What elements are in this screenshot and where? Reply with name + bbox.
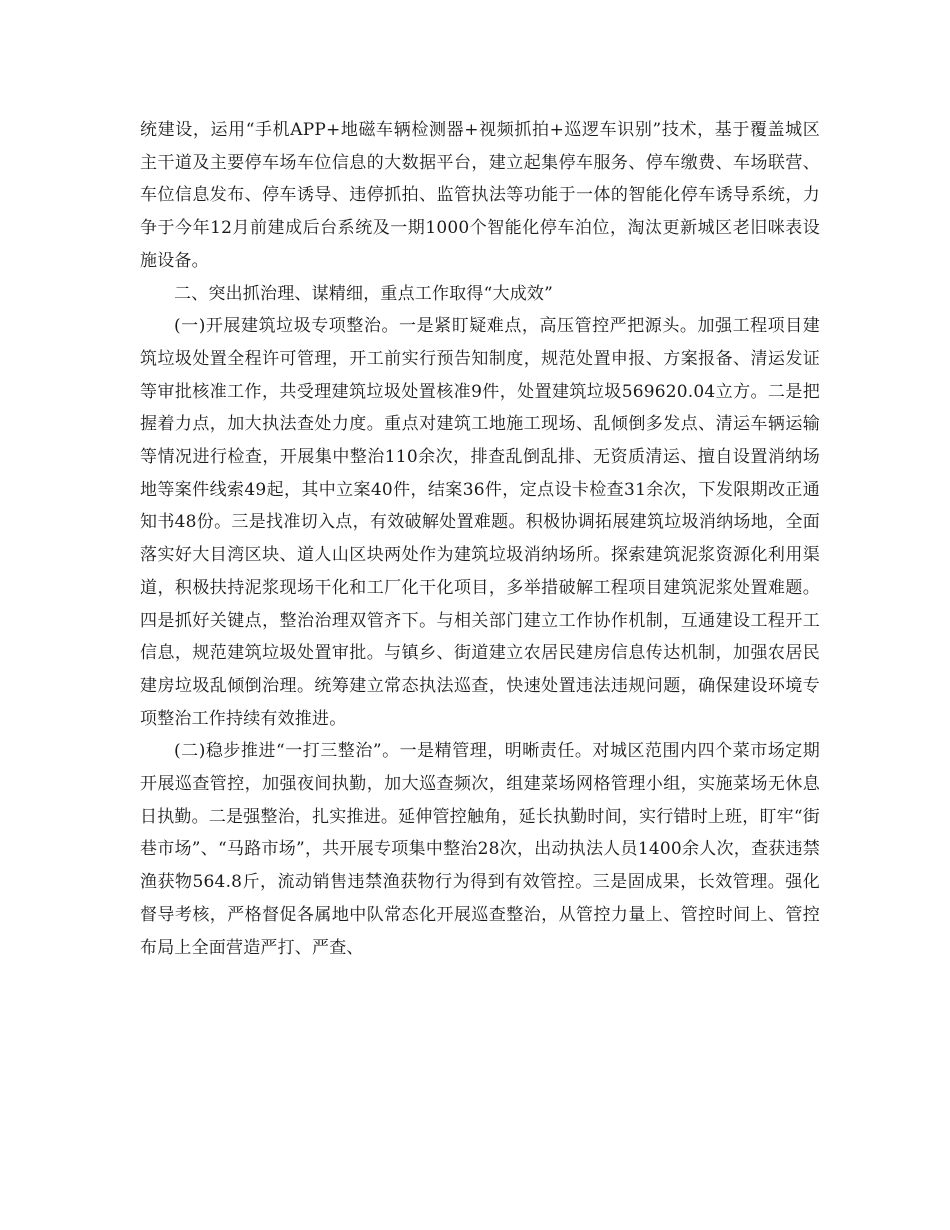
- document-body: [140, 114, 820, 964]
- paragraph-smart-parking: 统建设，运用“手机APP+地磁车辆检测器+视频抓拍+巡逻车识别”技术，基于覆盖城区主干道及主要停车场车位信息的大数据平台，建立起集停车服务、停车缴费、车场联营、车位信息发布、停车诱导、违停抓拍、监管执法等功能于一体的智能化停车诱导系统，力争于今年12月前建成后台系统及一期1000个智能化停车泊位，淘汰更新城区老旧咪表设施设备。: [140, 120, 820, 271]
- section-heading-key-work: 二、突出抓治理、谋精细，重点工作取得“大成效”: [174, 283, 553, 304]
- paragraph-construction-waste: (一)开展建筑垃圾专项整治。一是紧盯疑难点，高压管控严把源头。加强工程项目建筑垃圾处置全程许可管理，开工前实行预告知制度，规范处置申报、方案报备、清运发证等审批核准工作，共受理建筑垃圾处置核准9件，处置建筑垃圾569620.04立方。二是把握着力点，加大执法查处力度。重点对建筑工地施工现场、乱倾倒多发点、清运车辆运输等情况进行检查，开展集中整治110余次，排查乱倒乱排、无资质清运、擅自设置消纳场地等案件线索49起，其中立案40件，结案36件，定点设卡检查31余次，下发限期改正通知书48份。三是找准切入点，有效破解处置难题。积极协调拓展建筑垃圾消纳场地，全面落实好大目湾区块、道人山区块两处作为建筑垃圾消纳场所。探索建筑泥浆资源化利用渠道，积极扶持泥浆现场干化和工厂化干化项目，多举措破解工程项目建筑泥浆处置难题。四是抓好关键点，整治治理双管齐下。与相关部门建立工作协作机制，互通建设工程开工信息，规范建筑垃圾处置审批。与镇乡、街道建立农居民建房信息传达机制，加强农居民建房垃圾乱倾倒治理。统筹建立常态执法巡查，快速处置违法违规问题，确保建设环境专项整治工作持续有效推进。: [140, 316, 820, 729]
- paragraph-one-strike-three-rectify: (二)稳步推进“一打三整治”。一是精管理，明晰责任。对城区范围内四个菜市场定期开展巡查管控，加强夜间执勤，加大巡查频次，组建菜场网格管理小组，实施菜场无休息日执勤。二是强整治，扎实推进。延伸管控触角，延长执勤时间，实行错时上班，盯牢“街巷市场”、“马路市场”，共开展专项集中整治28次，出动执法人员1400余人次，查获违禁渔获物564.8斤，流动销售违禁渔获物行为得到有效管控。三是固成果，长效管理。强化督导考核，严格督促各属地中队常态化开展巡查整治，从管控力量上、管控时间上、管控布局上全面营造严打、严查、: [140, 741, 820, 958]
